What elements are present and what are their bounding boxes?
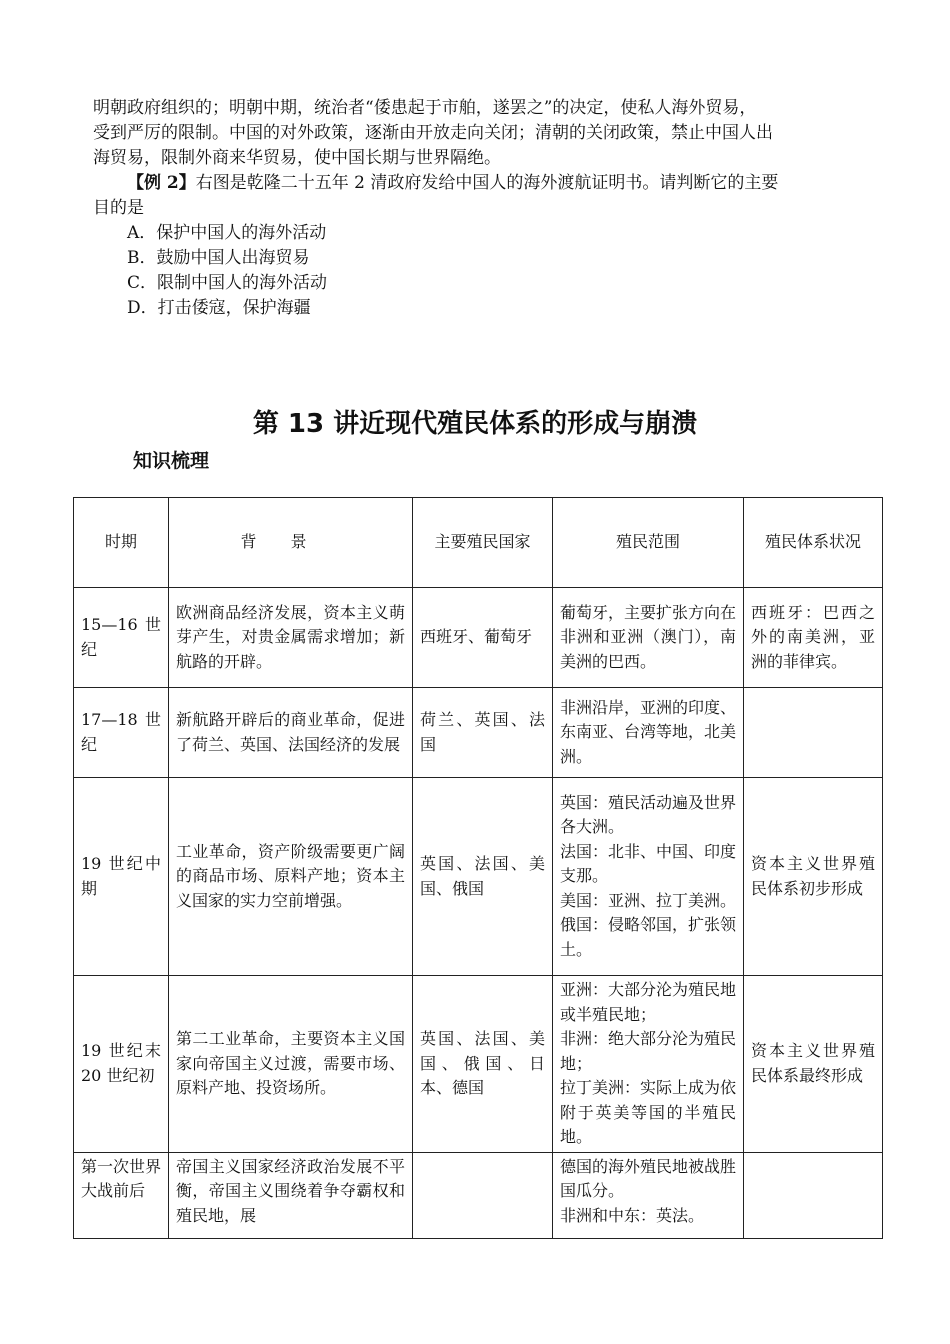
option-c: C．限制中国人的海外活动 xyxy=(127,273,328,293)
cell-status: 资本主义世界殖民体系初步形成 xyxy=(744,778,883,976)
header-scope: 殖民范围 xyxy=(553,498,744,588)
cell-countries: 西班牙、葡萄牙 xyxy=(413,588,553,688)
option-a: A．保护中国人的海外活动 xyxy=(127,223,327,243)
cell-background: 帝国主义国家经济政治发展不平衡，帝国主义围绕着争夺霸权和殖民地，展 xyxy=(169,1152,413,1238)
example-question xyxy=(93,171,868,196)
scope-line: 亚洲：大部分沦为殖民地或半殖民地； xyxy=(560,980,737,1024)
scope-line: 法国：北非、中国、印度支那。 xyxy=(560,841,737,886)
table-row xyxy=(74,1152,883,1238)
cell-countries: 英国、法国、美国、俄国、日本、德国 xyxy=(413,976,553,1153)
cell-background: 欧洲商品经济发展，资本主义萌芽产生，对贵金属需求增加；新航路的开辟。 xyxy=(169,588,413,688)
header-status: 殖民体系状况 xyxy=(744,498,883,588)
cell-status: 西班牙：巴西之外的南美洲，亚洲的菲律宾。 xyxy=(744,588,883,688)
header-background: 背景 xyxy=(169,498,413,588)
header-countries: 主要殖民国家 xyxy=(413,498,553,588)
table-row xyxy=(74,588,883,688)
table-row xyxy=(74,976,883,1153)
cell-status: 资本主义世界殖民体系最终形成 xyxy=(744,976,883,1153)
scope-line: 德国的海外殖民地被战胜国瓜分。 xyxy=(560,1156,737,1200)
intro-text xyxy=(93,96,868,321)
cell-period: 19 世纪末 20 世纪初 xyxy=(74,976,169,1153)
cell-background: 新航路开辟后的商业革命，促进了荷兰、英国、法国经济的发展 xyxy=(169,688,413,778)
cell-status xyxy=(744,1152,883,1238)
section-title: 知识梳理 xyxy=(133,450,210,472)
scope-line: 非洲和中东：英法。 xyxy=(560,1205,705,1225)
cell-scope xyxy=(553,778,744,976)
cell-scope: 非洲沿岸，亚洲的印度、东南亚、台湾等地，北美洲。 xyxy=(553,688,744,778)
table-row xyxy=(74,688,883,778)
scope-line: 拉丁美洲：实际上成为依附于英美等国的半殖民地。 xyxy=(560,1078,737,1146)
scope-line: 美国：亚洲、拉丁美洲。 xyxy=(560,890,737,910)
cell-scope: 葡萄牙，主要扩张方向在非洲和亚洲（澳门），南美洲的巴西。 xyxy=(553,588,744,688)
paragraph-line: 海贸易，限制外商来华贸易，使中国长期与世界隔绝。 xyxy=(93,148,501,168)
cell-background: 第二工业革命，主要资本主义国家向帝国主义过渡，需要市场、原料产地、投资场所。 xyxy=(169,976,413,1153)
header-period: 时期 xyxy=(74,498,169,588)
cell-countries: 英国、法国、美国、俄国 xyxy=(413,778,553,976)
colonial-system-table xyxy=(73,497,883,1239)
cell-scope xyxy=(553,1152,744,1238)
cell-period: 17—18 世纪 xyxy=(74,688,169,778)
scope-line: 英国：殖民活动遍及世界各大洲。 xyxy=(560,792,737,837)
cell-status xyxy=(744,688,883,778)
example-text: 右图是乾隆二十五年 2 清政府发给中国人的海外渡航证明书。请判断它的主要 xyxy=(195,173,779,193)
cell-period: 第一次世界大战前后 xyxy=(74,1152,169,1238)
table-header-row xyxy=(74,498,883,588)
scope-line: 俄国：侵略邻国，扩张领土。 xyxy=(560,915,737,959)
cell-period: 15—16 世纪 xyxy=(74,588,169,688)
cell-scope xyxy=(553,976,744,1153)
example-text-cont: 目的是 xyxy=(93,198,144,218)
cell-background: 工业革命，资产阶级需要更广阔的商品市场、原料产地；资本主义国家的实力空前增强。 xyxy=(169,778,413,976)
table-row xyxy=(74,778,883,976)
paragraph-line: 明朝政府组织的；明朝中期，统治者“倭患起于市舶，遂罢之”的决定，使私人海外贸易， xyxy=(93,98,757,118)
lecture-title: 第 13 讲近现代殖民体系的形成与崩溃 xyxy=(252,409,698,439)
option-d: D．打击倭寇，保护海疆 xyxy=(127,298,311,318)
cell-period: 19 世纪中期 xyxy=(74,778,169,976)
scope-line: 非洲：绝大部分沦为殖民地； xyxy=(560,1029,737,1073)
cell-countries: 荷兰、英国、法国 xyxy=(413,688,553,778)
option-b: B．鼓励中国人出海贸易 xyxy=(127,248,310,268)
cell-countries xyxy=(413,1152,553,1238)
example-label: 【例 2】 xyxy=(127,173,196,193)
paragraph-line: 受到严厉的限制。中国的对外政策，逐渐由开放走向关闭；清朝的关闭政策，禁止中国人出 xyxy=(93,123,773,143)
